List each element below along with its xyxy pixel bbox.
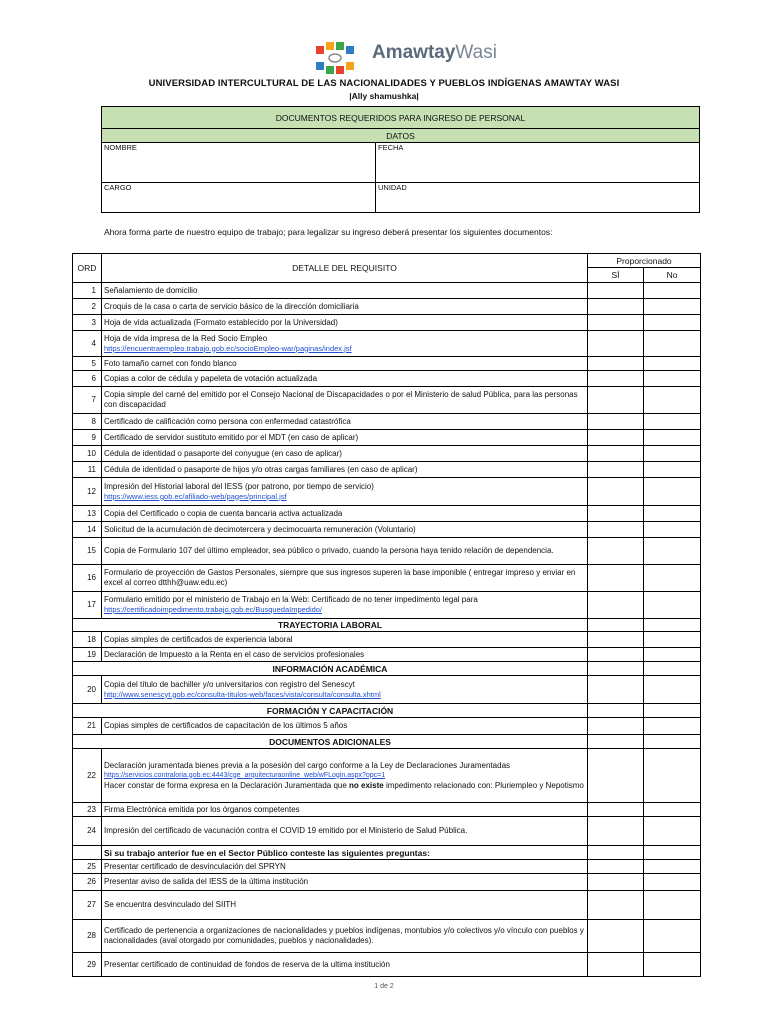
checkbox-si[interactable] [588,718,644,735]
checkbox-no[interactable] [644,860,701,874]
socio-empleo-link[interactable]: https://encuentraempleo.trabajo.gob.ec/socioEmpleo-war/paginas/index.jsf [104,343,352,353]
checkbox-no[interactable] [644,817,701,846]
checkbox-si[interactable] [588,387,644,414]
table-row: 12 Impresión del Historial laboral del IESS (por patrono, por tiempo de servicio) https://www.iess.gob.ec/afiliado-web/pages/principal.jsf [73,478,701,506]
checkbox-si[interactable] [588,414,644,430]
page-number: 1 de 2 [374,983,394,990]
fecha-field[interactable]: FECHA [376,143,700,183]
checkbox-no[interactable] [644,718,701,735]
table-row: 7 Copia simple del carné del emitido por el Consejo Nacional de Discapacidades o por el Ministerio de salud Pública, para las personas con discapacidad [73,387,701,414]
checkbox-si[interactable] [588,874,644,891]
impedimento-link[interactable]: https://certificadoimpedimento.trabajo.gob.ec/BusquedaImpedido/ [104,605,323,614]
checkbox-si[interactable] [588,430,644,446]
checkbox-no[interactable] [644,299,701,315]
checkbox-si[interactable] [588,891,644,920]
table-row: 25 Presentar certificado de desvinculación del SPRYN [73,860,701,874]
table-row: 29 Presentar certificado de continuidad de fondos de reserva de la ultima institución [73,953,701,977]
university-logo [312,40,512,76]
table-row: 16 Formulario de proyección de Gastos Personales, siempre que sus ingresos superen la base imponible ( entregar impreso y enviar en excel al correo dtthh@uaw.edu.ec) [73,565,701,592]
nombre-field[interactable]: NOMBRE [102,143,376,183]
chakana-logo-icon [312,40,368,76]
table-row: 1 Señalamiento de domicilio [73,283,701,299]
checkbox-no[interactable] [644,478,701,506]
section-informacion-academica: INFORMACIÓN ACADÉMICA [73,662,588,676]
table-row: 26 Presentar aviso de salida del IESS de la última institución [73,874,701,891]
col-no: No [644,268,701,283]
checkbox-si[interactable] [588,522,644,538]
table-row: 3 Hoja de vida actualizada (Formato establecido por la Universidad) [73,315,701,331]
checkbox-no[interactable] [644,357,701,371]
requirements-table [72,253,701,977]
checkbox-no[interactable] [644,632,701,648]
checkbox-si[interactable] [588,953,644,977]
checkbox-si[interactable] [588,817,644,846]
checkbox-no[interactable] [644,565,701,592]
col-ord: ORD [73,254,102,283]
table-row: 21 Copias simples de certificados de capacitación de los últimos 5 años [73,718,701,735]
checkbox-si[interactable] [588,357,644,371]
checkbox-no[interactable] [644,920,701,953]
checkbox-si[interactable] [588,565,644,592]
checkbox-no[interactable] [644,283,701,299]
cargo-field[interactable]: CARGO [102,183,376,213]
checkbox-no[interactable] [644,522,701,538]
checkbox-si[interactable] [588,462,644,478]
brand-name: AmawtayWasi [372,42,497,63]
checkbox-si[interactable] [588,371,644,387]
iess-link[interactable]: https://www.iess.gob.ec/afiliado-web/pages/principal.jsf [104,491,287,501]
checkbox-si[interactable] [588,283,644,299]
section-datos: DATOS [102,129,700,143]
table-row: 17 Formulario emitido por el ministerio de Trabajo en la Web: Certificado de no tener impedimento legal para https://certificadoimpedimento.trabajo.gob.ec/BusquedaImpedido/ [73,592,701,619]
checkbox-no[interactable] [644,414,701,430]
section-documentos-adicionales: DOCUMENTOS ADICIONALES [73,735,588,749]
checkbox-si[interactable] [588,920,644,953]
senescyt-link[interactable]: http://www.senescyt.gob.ec/consulta-titulos-web/faces/vista/consulta/consulta.xhtml [104,689,381,699]
checkbox-no[interactable] [644,592,701,619]
table-row: 10 Cédula de identidad o pasaporte del conyugue (en caso de aplicar) [73,446,701,462]
unidad-field[interactable]: UNIDAD [376,183,700,213]
table-row: 15 Copia de Formulario 107 del último empleador, sea público o privado, cuando la persona haya tenido relación de dependencia. [73,538,701,565]
section-sector-publico: Si su trabajo anterior fue en el Sector Público conteste las siguientes preguntas: [102,846,588,860]
university-name: UNIVERSIDAD INTERCULTURAL DE LAS NACIONALIDADES Y PUEBLOS INDÍGENAS AMAWTAY WASI [148,78,620,89]
table-row: 23 Firma Electrónica emitida por los órganos competentes [73,803,701,817]
checkbox-si[interactable] [588,506,644,522]
table-row: 14 Solicitud de la acumulación de decimotercera y decimocuarta remuneración (Voluntario) [73,522,701,538]
table-row: 8 Certificado de calificación como persona con enfermedad catastrófica [73,414,701,430]
table-row: 27 Se encuentra desvinculado del SIITH [73,891,701,920]
checkbox-si[interactable] [588,860,644,874]
table-row: 11 Cédula de identidad o pasaporte de hijos y/o otras cargas familiares (en caso de aplicar) [73,462,701,478]
checkbox-no[interactable] [644,331,701,357]
checkbox-si[interactable] [588,538,644,565]
checkbox-no[interactable] [644,446,701,462]
table-row: 4 Hoja de vida impresa de la Red Socio Empleo https://encuentraempleo.trabajo.gob.ec/socioEmpleo-war/paginas/index.jsf [73,331,701,357]
col-detalle: DETALLE DEL REQUISITO [102,254,588,283]
table-row: 24 Impresión del certificado de vacunación contra el COVID 19 emitido por el Ministerio de Salud Pública. [73,817,701,846]
table-row: 6 Copias a color de cédula y papeleta de votación actualizada [73,371,701,387]
checkbox-si[interactable] [588,446,644,462]
checkbox-no[interactable] [644,953,701,977]
checkbox-no[interactable] [644,506,701,522]
checkbox-no[interactable] [644,538,701,565]
checkbox-no[interactable] [644,371,701,387]
checkbox-no[interactable] [644,387,701,414]
section-trayectoria: TRAYECTORIA LABORAL [73,619,588,632]
checkbox-si[interactable] [588,648,644,662]
checkbox-si[interactable] [588,592,644,619]
checkbox-si[interactable] [588,315,644,331]
contraloria-link[interactable]: https://servicios.contraloria.gob.ec:4443/cge_arquitecturaonline_web/wFLogin.aspx?opc=1 [104,771,386,779]
checkbox-no[interactable] [644,648,701,662]
checkbox-si[interactable] [588,478,644,506]
table-row: 2 Croquis de la casa o carta de servicio básico de la dirección domiciliaria [73,299,701,315]
form-title: DOCUMENTOS REQUERIDOS PARA INGRESO DE PERSONAL [102,107,700,129]
motto: |Ally shamushka| [349,91,419,101]
checkbox-si[interactable] [588,803,644,817]
checkbox-no[interactable] [644,803,701,817]
table-row: 22 Declaración juramentada bienes previa a la posesión del cargo conforme a la Ley de Declaraciones Juramentadas https://servicios.contraloria.gob.ec:4443/cge_arquitecturaonline_web/wFLogin.aspx?opc=1 Hacer constar de forma expresa en la Declaración Juramentada que no existe impedimento relacionado con: Pluriempleo y Nepotismo [73,749,701,803]
checkbox-si[interactable] [588,299,644,315]
checkbox-no[interactable] [644,462,701,478]
table-row: 5 Foto tamaño carnet con fondo blanco [73,357,701,371]
personal-data-table [101,106,700,213]
table-row: 28 Certificado de pertenencia a organizaciones de nacionalidades y pueblos indígenas, montubios y/o colectivos y/o vínculo con pueblos y nacionalidades (aval otorgado por comunidades, pueblos y nacionalidades). [73,920,701,953]
col-si: SÍ [588,268,644,283]
table-row: 19 Declaración de Impuesto a la Renta en el caso de servicios profesionales [73,648,701,662]
checkbox-si[interactable] [588,632,644,648]
checkbox-no[interactable] [644,874,701,891]
table-row: 18 Copias simples de certificados de experiencia laboral [73,632,701,648]
checkbox-no[interactable] [644,430,701,446]
col-proporcionado: Proporcionado [588,254,701,268]
checkbox-no[interactable] [644,891,701,920]
checkbox-no[interactable] [644,749,701,803]
table-row: 13 Copia del Certificado o copia de cuenta bancaria activa actualizada [73,506,701,522]
section-formacion: FORMACIÓN Y CAPACITACIÓN [73,704,588,718]
checkbox-si[interactable] [588,676,644,704]
checkbox-si[interactable] [588,749,644,803]
table-row: 9 Certificado de servidor sustituto emitido por el MDT (en caso de aplicar) [73,430,701,446]
table-row: 20 Copia del título de bachiller y/o universitarios con registro del Senescyt http://www.senescyt.gob.ec/consulta-titulos-web/faces/vista/consulta/consulta.xhtml [73,676,701,704]
checkbox-si[interactable] [588,331,644,357]
intro-text: Ahora forma parte de nuestro equipo de trabajo; para legalizar su ingreso deberá presentar los siguientes documentos: [104,227,553,237]
checkbox-no[interactable] [644,676,701,704]
checkbox-no[interactable] [644,315,701,331]
